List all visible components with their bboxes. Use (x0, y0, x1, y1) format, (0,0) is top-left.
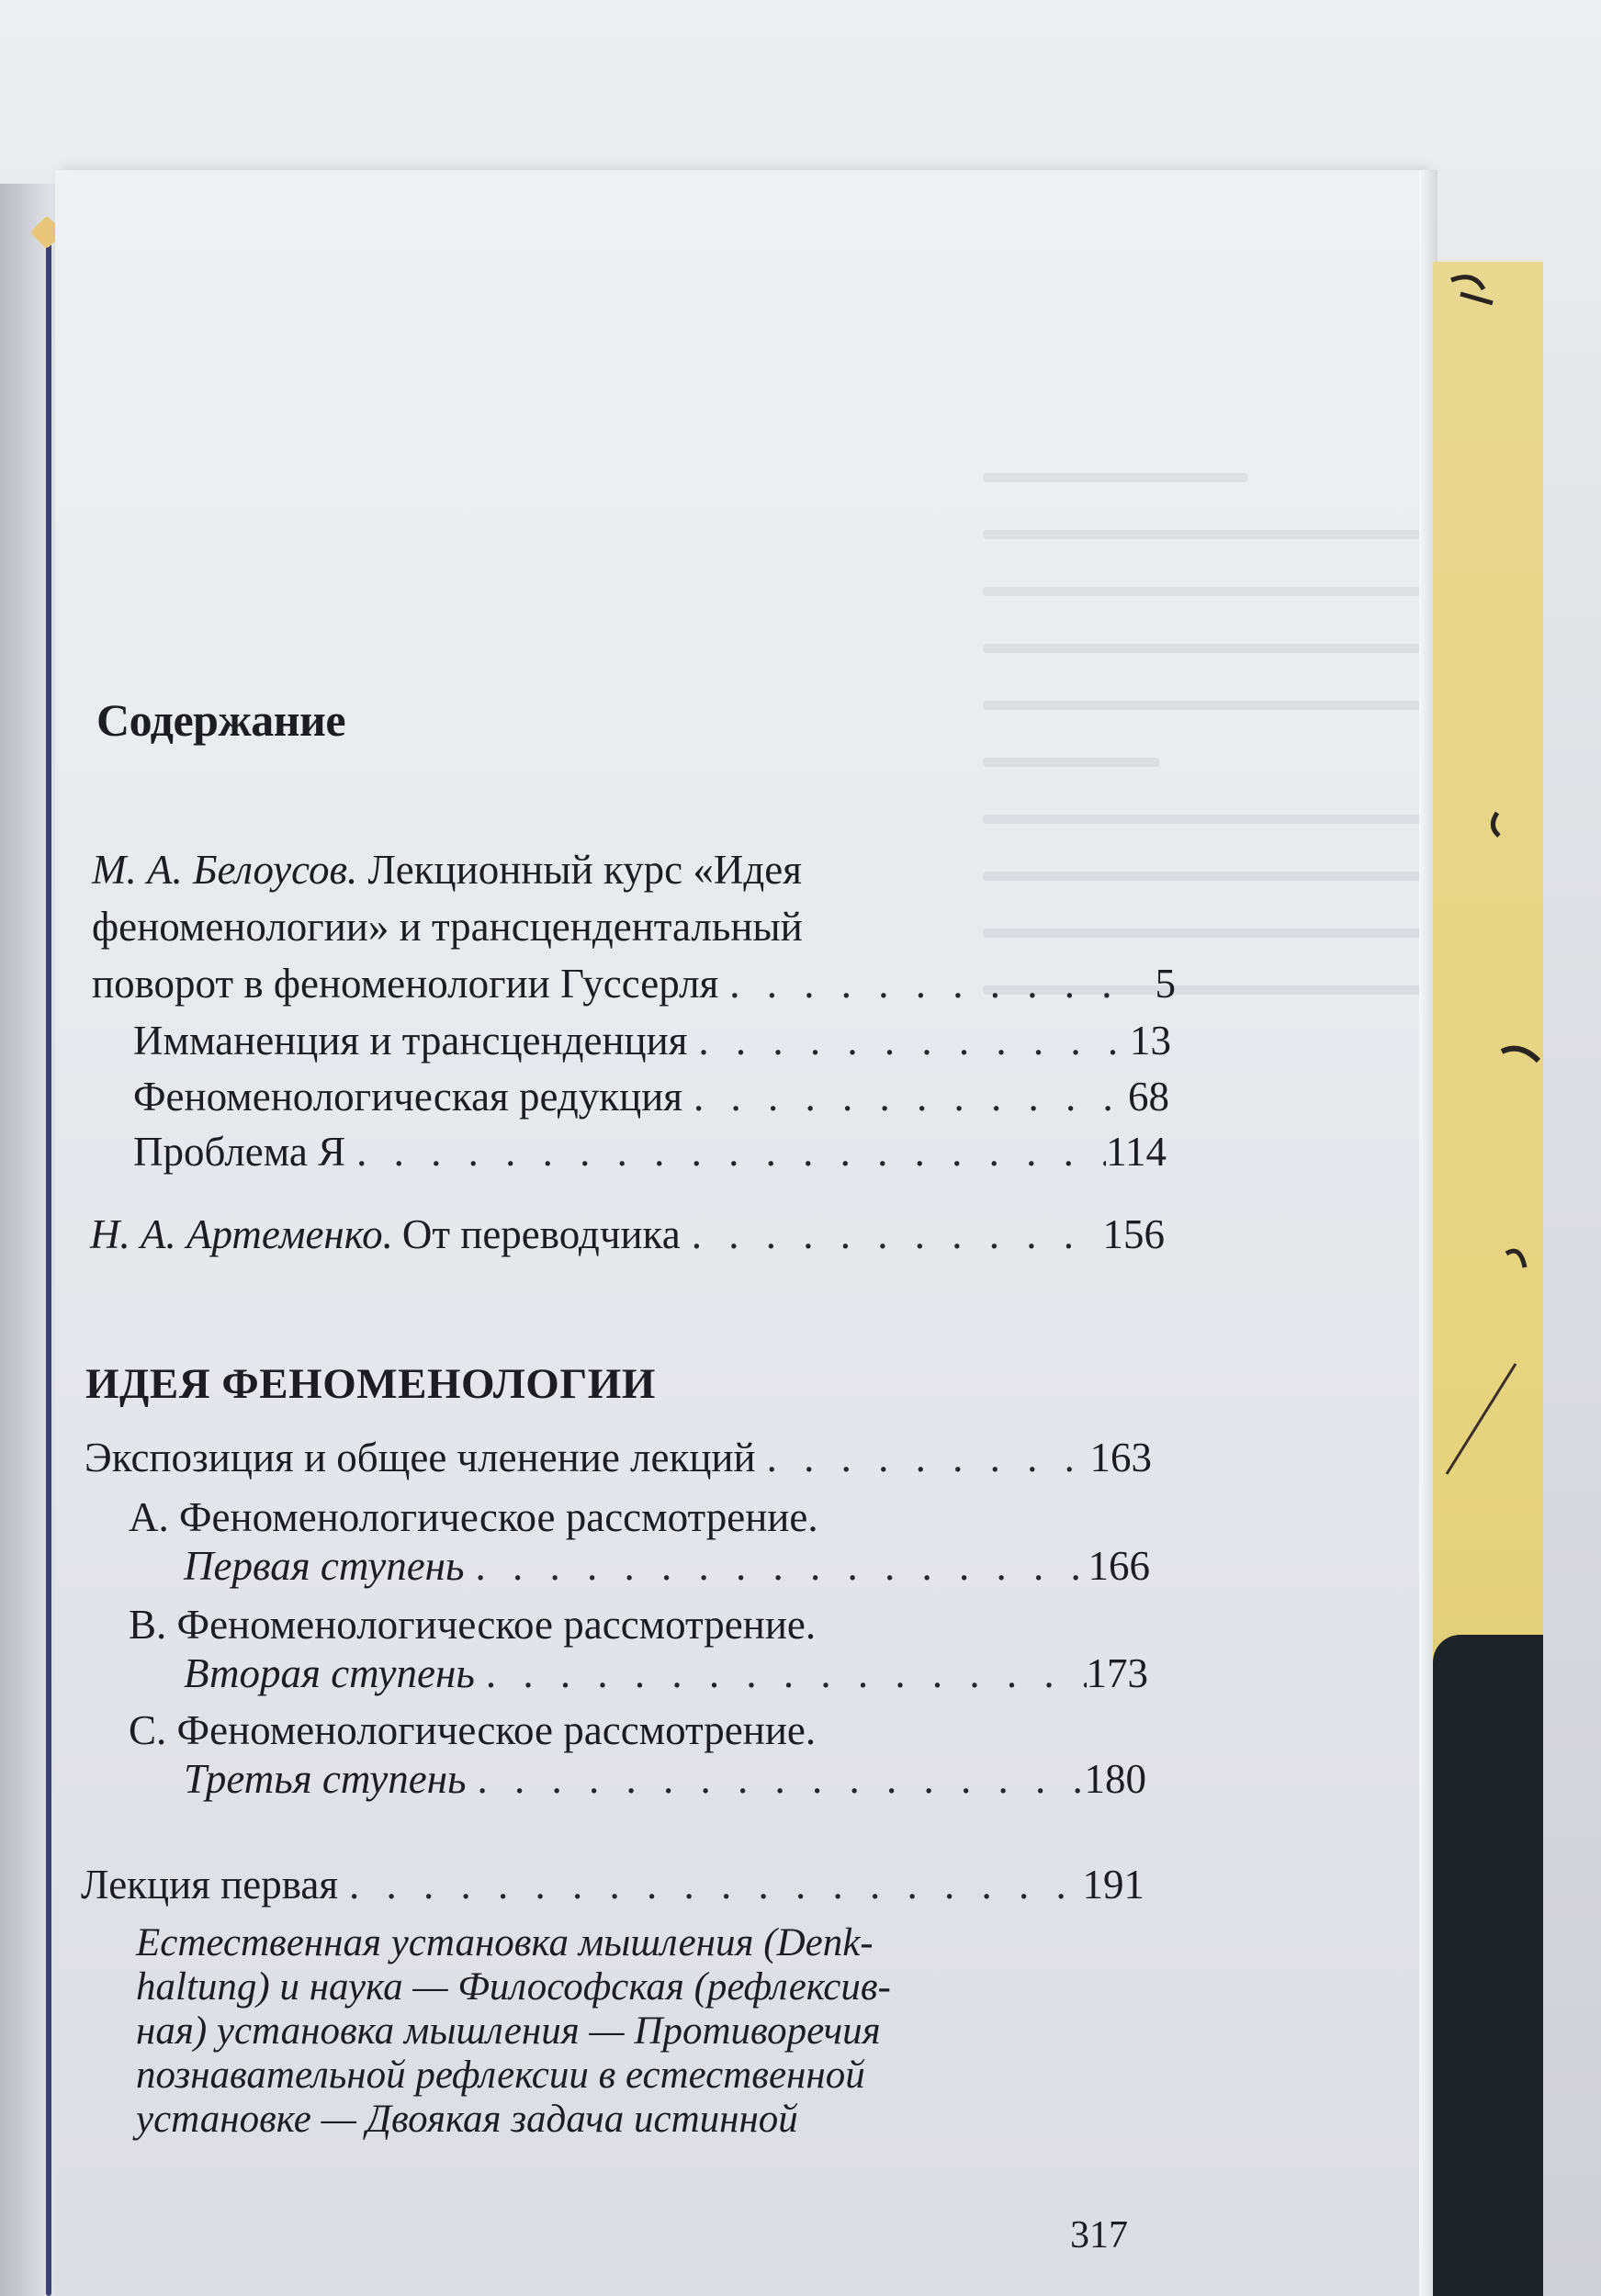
page-ref: 173 (1086, 1650, 1148, 1696)
intro-line-1[interactable] (92, 847, 802, 893)
leader-dots (681, 1214, 1103, 1255)
leader-dots (345, 1131, 1106, 1173)
toc-entry-ego[interactable] (133, 1131, 1167, 1173)
leader-dots (475, 1653, 1087, 1694)
toc-entry-step-a[interactable] (184, 1543, 1150, 1589)
entry-label: Лекция первая (81, 1862, 339, 1908)
leader-dots (687, 1020, 1116, 1062)
part-title: ИДЕЯ ФЕНОМЕНОЛОГИИ (85, 1360, 656, 1408)
toc-entry-immanence[interactable] (133, 1020, 1171, 1062)
intro-title-3: поворот в феноменологии Гуссерля (92, 961, 719, 1007)
step-b-title: B. Феноменологическое рассмотрение. (129, 1602, 817, 1648)
intro-line-2: феноменологии» и трансцендентальный (92, 904, 803, 950)
page-ref: 114 (1106, 1129, 1167, 1175)
page-ref: 163 (1089, 1435, 1152, 1480)
entry-label: От переводчика (401, 1211, 681, 1257)
page-ref: 166 (1088, 1543, 1150, 1589)
step-a-title: A. Феноменологическое рассмотрение. (129, 1494, 818, 1540)
description-line: Естественная установка мышления (Denk- (136, 1921, 874, 1964)
page-ref: 156 (1102, 1211, 1165, 1257)
entry-label: Феноменологическая редукция (133, 1074, 682, 1120)
lecture-1-description (136, 1921, 1045, 2142)
entry-label: Вторая ступень (184, 1650, 475, 1696)
description-line: haltung) и наука — Философская (рефлексив- (136, 1965, 891, 2009)
toc-entry-exposition[interactable] (85, 1437, 1152, 1479)
page-ref: 68 (1128, 1074, 1169, 1120)
toc-entry-reduction[interactable] (133, 1076, 1169, 1118)
leader-dots (682, 1076, 1114, 1118)
leader-dots (467, 1759, 1085, 1800)
page-ref: 191 (1082, 1862, 1144, 1908)
entry-label: Третья ступень (184, 1756, 467, 1802)
step-c-title: C. Феноменологическое рассмотрение. (129, 1707, 817, 1753)
leader-dots (718, 963, 1121, 1005)
toc-entry-lecture-1[interactable] (81, 1864, 1144, 1906)
intro-author: М. А. Белоусов. (92, 847, 358, 893)
entry-label: Имманенция и трансценденция (133, 1018, 688, 1064)
description-line: ная) установка мышления — Противоречия (136, 2009, 881, 2053)
intro-entry[interactable] (92, 963, 1176, 1005)
description-line: установке — Двоякая задача истинной (136, 2098, 798, 2141)
page-ref: 5 (1155, 961, 1176, 1007)
page-number: 317 (1070, 2214, 1128, 2257)
intro-title-1: Лекционный курс «Идея (367, 847, 802, 893)
description-line: познавательной рефлексии в естественной (136, 2054, 865, 2097)
translator-author: Н. А. Артеменко. (90, 1211, 393, 1257)
page-ref: 180 (1084, 1756, 1146, 1802)
entry-label: Первая ступень (184, 1543, 465, 1589)
leader-dots (464, 1546, 1088, 1587)
leader-dots (756, 1437, 1090, 1479)
page-ref: 13 (1130, 1018, 1171, 1064)
leader-dots (338, 1864, 1082, 1906)
entry-label: Экспозиция и общее членение лекций (85, 1435, 756, 1480)
toc-entry-step-c[interactable] (184, 1756, 1146, 1802)
toc-entry-step-b[interactable] (184, 1650, 1148, 1696)
entry-label: Проблема Я (133, 1129, 346, 1175)
toc-entry-translator[interactable] (90, 1211, 1165, 1257)
toc-heading: Содержание (96, 694, 346, 746)
